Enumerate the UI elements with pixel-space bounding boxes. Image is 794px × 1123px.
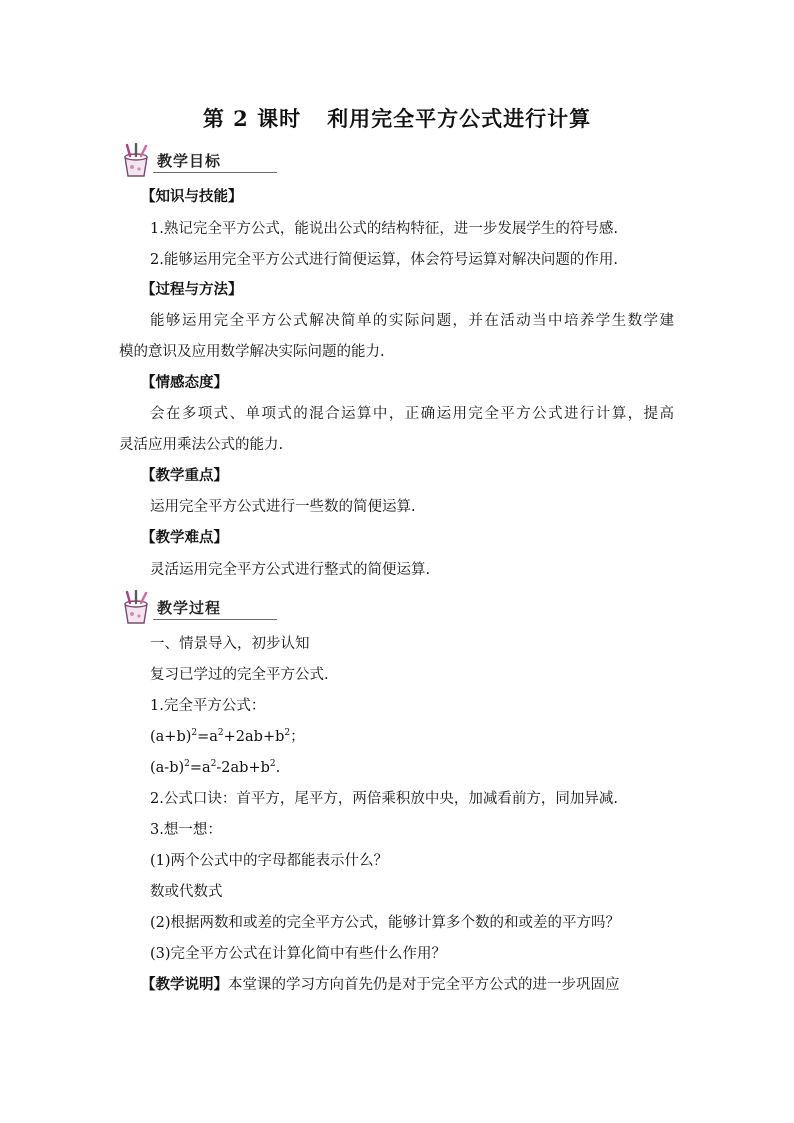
question-1: (1)两个公式中的字母都能表示什么？ — [150, 853, 389, 869]
section-underline — [153, 172, 277, 173]
emotion-item-1-line-1: 会在多项式、单项式的混合运算中，正确运用完全平方公式进行计算，提高 — [150, 406, 674, 422]
formula-sum-square: $(a+b)^2=a^2+2ab+b^2$； — [150, 728, 305, 745]
key-points-item: 运用完全平方公式进行一些数的简便运算. — [150, 499, 416, 515]
section-label-objectives: 教学目标 — [157, 152, 222, 170]
process-item-1-line-1: 能够运用完全平方公式解决简单的实际问题，并在活动当中培养学生数学建 — [150, 313, 674, 329]
step-1-heading: 一、情景导入，初步认知 — [150, 636, 310, 652]
pencil-cup-icon — [117, 143, 157, 179]
item-3-think: 3.想一想： — [150, 822, 222, 838]
knowledge-item-1: 1.熟记完全平方公式，能说出公式的结构特征，进一步发展学生的符号感. — [150, 221, 618, 237]
emotion-heading: 【情感态度】 — [141, 374, 228, 391]
section-label-process: 教学过程 — [157, 599, 222, 617]
page-title — [0, 103, 794, 133]
item-2-mnemonic: 2.公式口诀：首平方，尾平方，两倍乘积放中央，加减看前方，同加异减. — [150, 791, 618, 807]
review-text: 复习已学过的完全平方公式. — [150, 667, 329, 683]
teaching-note-text: 本堂课的学习方向首先仍是对于完全平方公式的进一步巩固应 — [228, 977, 620, 993]
difficult-points-item: 灵活运用完全平方公式进行整式的简便运算. — [150, 562, 431, 578]
formula-difference-square: $(a-b)^2=a^2-2ab+b^2$. — [150, 759, 281, 776]
knowledge-item-2: 2.能够运用完全平方公式进行简便运算，体会符号运算对解决问题的作用. — [150, 252, 618, 268]
process-heading: 【过程与方法】 — [141, 281, 243, 298]
question-3: (3)完全平方公式在计算化简中有些什么作用？ — [150, 946, 447, 962]
teaching-note-label: 【教学说明】 — [141, 976, 228, 993]
section-underline — [153, 619, 277, 620]
difficult-points-heading: 【教学难点】 — [141, 529, 228, 546]
section-banner-objectives — [117, 143, 277, 179]
pencil-cup-icon — [117, 590, 157, 626]
lesson-number: 第 2 课时 — [202, 106, 302, 131]
item-1-formula-label: 1.完全平方公式： — [150, 698, 266, 714]
section-banner-process — [117, 590, 277, 626]
teaching-note — [141, 975, 620, 995]
lesson-title: 利用完全平方公式进行计算 — [327, 106, 592, 131]
knowledge-heading: 【知识与技能】 — [141, 188, 243, 205]
key-points-heading: 【教学重点】 — [141, 467, 228, 484]
question-2: (2)根据两数和或差的完全平方公式，能够计算多个数的和或差的平方吗？ — [150, 915, 621, 931]
answer-1: 数或代数式 — [150, 884, 223, 900]
process-item-1-line-2: 模的意识及应用数学解决实际问题的能力. — [119, 344, 385, 360]
emotion-item-1-line-2: 灵活应用乘法公式的能力. — [119, 437, 284, 453]
